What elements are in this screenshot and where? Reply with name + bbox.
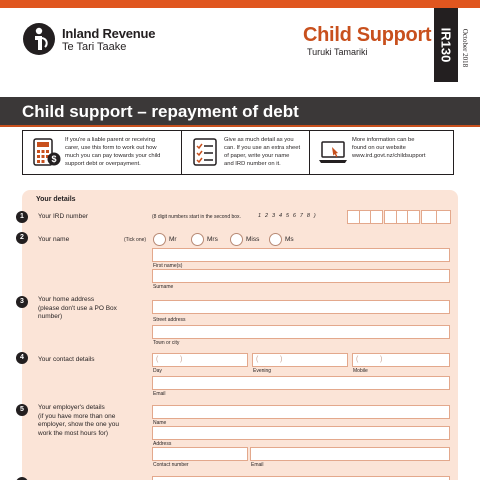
home-address-label: number) — [38, 313, 63, 320]
page-title: Child support – repayment of debt — [22, 102, 299, 121]
mobile-phone-field[interactable]: ( ) — [352, 353, 450, 367]
ird-sample: 1 2 3 4 5 6 7 8 ) — [258, 213, 317, 219]
email-caption: Email — [153, 391, 166, 397]
section-title: Your details — [36, 196, 76, 203]
top-accent-bar — [0, 0, 480, 8]
employer-email-field[interactable] — [250, 447, 450, 461]
form-code-badge — [434, 8, 458, 82]
info-text-line: Give as much detail as you — [224, 137, 294, 143]
question-number: 5 — [16, 404, 28, 416]
question-number: 4 — [16, 352, 28, 364]
title-option-label: Ms — [285, 236, 294, 243]
employer-details-label: (if you have more than one — [38, 412, 116, 420]
ird-hint: (8 digit numbers start in the second box. — [152, 214, 241, 220]
info-cell-detail — [181, 131, 309, 174]
surname-field[interactable] — [152, 269, 450, 283]
employer-details-label: work the most hours for) — [38, 429, 109, 437]
info-text-line: More information can be — [352, 137, 415, 143]
ird-number-field-b[interactable] — [384, 210, 420, 224]
your-name-label: Your name — [38, 236, 70, 243]
evening-phone-field[interactable]: ( ) — [252, 353, 348, 367]
question-number: 1 — [16, 211, 28, 223]
info-text-line: of paper, write your name — [224, 153, 290, 159]
info-cell-website — [309, 131, 454, 174]
info-text-line: much you can pay towards your child — [65, 153, 161, 159]
employer-email-caption: Email — [251, 462, 264, 468]
page-title-bar — [0, 97, 480, 127]
employer-address-field[interactable] — [152, 426, 450, 440]
brand-subtitle: Te Tari Taake — [62, 41, 127, 53]
employer-contact-field[interactable] — [152, 447, 248, 461]
title-radio-miss[interactable] — [230, 233, 243, 246]
evening-phone-caption: Evening — [253, 368, 272, 374]
employer-name-field[interactable] — [152, 405, 450, 419]
info-text-line: found on our website — [352, 145, 406, 151]
info-cell-liable-parent — [23, 131, 181, 174]
brand-name: Inland Revenue — [62, 26, 156, 41]
mobile-phone-caption: Mobile — [353, 368, 368, 374]
home-address-label: Your home address — [38, 296, 95, 303]
info-text-line: support debt or overpayment. — [65, 161, 141, 167]
title-option-label: Mr — [169, 236, 177, 243]
day-phone-field[interactable]: ( ) — [152, 353, 248, 367]
inland-revenue-logo-icon — [22, 22, 56, 56]
employer-details-label: employer, show the one you — [38, 421, 119, 428]
calculator-dollar-icon — [31, 137, 61, 167]
title-radio-mrs[interactable] — [191, 233, 204, 246]
employer-name-caption: Name — [153, 420, 167, 426]
email-field[interactable] — [152, 376, 450, 390]
employer-address-caption: Address — [153, 441, 172, 447]
day-phone-caption: Day — [153, 368, 162, 374]
form-date: October 2018 — [461, 28, 469, 68]
ird-number-field-a[interactable] — [347, 210, 383, 224]
svg-text:$: $ — [51, 154, 57, 164]
home-address-label: (please don't use a PO Box — [38, 304, 117, 312]
employer-contact-caption: Contact number — [153, 462, 189, 468]
form-subtitle: Turuki Tamariki — [307, 47, 368, 57]
title-radio-ms[interactable] — [269, 233, 282, 246]
title-option-label: Miss — [246, 236, 260, 243]
ird-number-label: Your IRD number — [38, 213, 88, 220]
title-radio-mr[interactable] — [153, 233, 166, 246]
first-names-caption: First name(s) — [153, 263, 183, 269]
form-title: Child Support — [303, 24, 432, 46]
street-address-field[interactable] — [152, 300, 450, 314]
first-names-field[interactable] — [152, 248, 450, 262]
form-code: IR130 — [438, 27, 454, 63]
question-number: 3 — [16, 296, 28, 308]
contact-details-label: Your contact details — [38, 356, 95, 363]
town-city-caption: Town or city — [153, 340, 180, 346]
info-text-line: carer, use this form to work out how — [65, 145, 157, 151]
next-question-field[interactable] — [152, 476, 450, 480]
ird-number-field-c[interactable] — [421, 210, 451, 224]
info-row — [22, 130, 454, 175]
info-text-line: If you're a liable parent or receiving — [65, 137, 156, 143]
employer-details-label: Your employer's details — [38, 404, 105, 411]
surname-caption: Surname — [153, 284, 174, 290]
street-address-caption: Street address — [153, 317, 186, 323]
checklist-icon — [190, 137, 220, 167]
question-number: 2 — [16, 232, 28, 244]
info-text-line: can. If you use an extra sheet — [224, 145, 301, 151]
laptop-icon — [318, 137, 348, 167]
website-link[interactable]: www.ird.govt.nz/childsupport — [352, 153, 426, 159]
your-details-panel — [22, 190, 458, 480]
tick-one-hint: (Tick one) — [124, 237, 147, 243]
title-option-label: Mrs — [207, 236, 218, 243]
info-text-line: and IRD number on it. — [224, 161, 281, 167]
town-city-field[interactable] — [152, 325, 450, 339]
